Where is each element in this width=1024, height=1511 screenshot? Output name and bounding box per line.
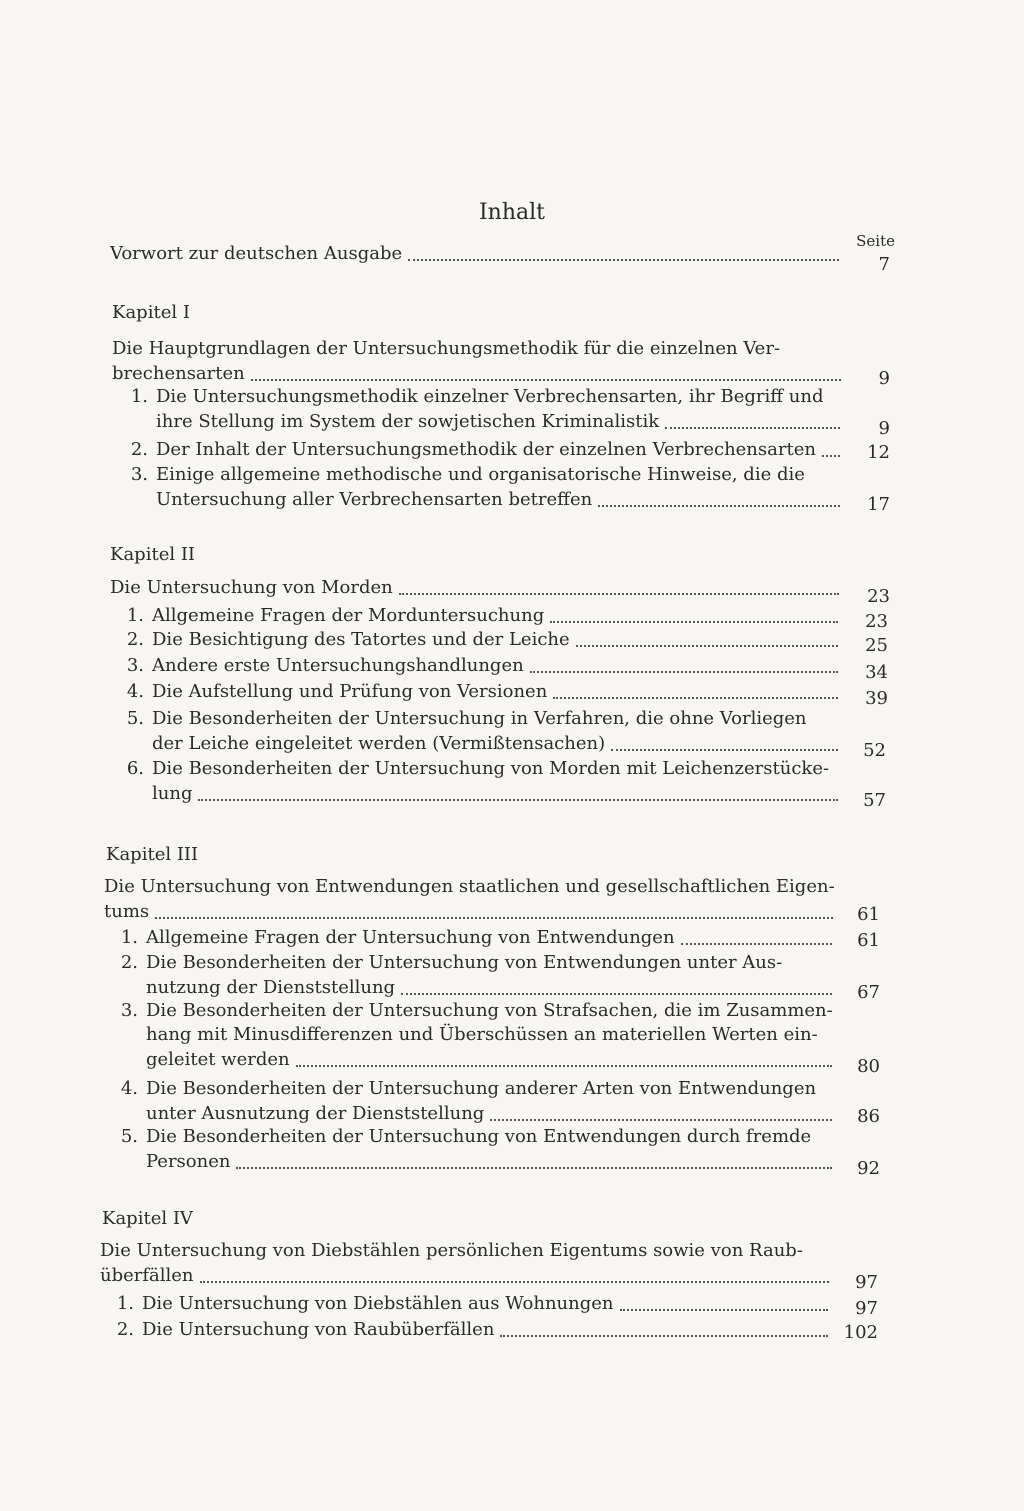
chapter-3-page: 61 <box>857 904 880 925</box>
item-page: 52 <box>863 740 886 761</box>
item-text-cont: der Leiche eingeleitet werden (Vermißtensachen) <box>152 733 606 754</box>
item-page: 86 <box>857 1106 880 1127</box>
item-text-cont: ihre Stellung im System der sowjetischen Kriminalistik <box>156 411 660 432</box>
toc-item-cont <box>146 1102 838 1126</box>
item-number: 4. <box>120 1078 138 1099</box>
item-text: Der Inhalt der Untersuchungsmethodik der einzelnen Verbrechensarten <box>156 439 816 460</box>
item-number: 5. <box>126 708 144 729</box>
toc-entry-foreword <box>110 242 845 266</box>
item-page: 9 <box>878 418 890 439</box>
item-text: Die Besonderheiten der Untersuchung von Strafsachen, die im Zusammen- <box>146 1000 833 1021</box>
chapter-4-heading-cont <box>100 1264 835 1288</box>
chapter-1-heading-line2: brechensarten <box>112 363 245 384</box>
item-text: Allgemeine Fragen der Morduntersuchung <box>152 605 545 626</box>
chapter-2-label: Kapitel II <box>110 544 196 565</box>
toc-item <box>122 758 829 779</box>
item-text-cont: Untersuchung aller Verbrechensarten betreffen <box>156 489 593 510</box>
chapter-4-label: Kapitel IV <box>102 1208 193 1229</box>
chapter-4-page: 97 <box>855 1272 878 1293</box>
item-text: Die Besonderheiten der Untersuchung von Entwendungen unter Aus- <box>146 952 783 973</box>
item-text: Die Aufstellung und Prüfung von Versionen <box>152 681 548 702</box>
chapter-2-heading-text: Die Untersuchung von Morden <box>110 577 393 598</box>
leader-dots <box>611 749 838 751</box>
item-number: 5. <box>120 1126 138 1147</box>
chapter-2-page: 23 <box>867 586 890 607</box>
toc-item <box>122 680 844 704</box>
leader-dots <box>408 259 839 261</box>
leader-dots <box>200 1281 829 1283</box>
chapter-2-heading <box>110 576 845 600</box>
item-text-cont: lung <box>152 783 193 804</box>
chapter-1-heading-cont <box>112 362 847 386</box>
item-page: 67 <box>857 982 880 1003</box>
toc-item <box>112 1292 834 1316</box>
chapter-3-heading-cont <box>104 900 839 924</box>
item-number: 2. <box>120 952 138 973</box>
toc-item <box>116 952 782 973</box>
toc-item <box>122 604 844 628</box>
chapter-1-page: 9 <box>878 368 890 389</box>
page-column-label: Seite <box>856 232 895 250</box>
leader-dots <box>620 1309 829 1311</box>
toc-item-cont <box>156 488 846 512</box>
item-number: 3. <box>120 1000 138 1021</box>
leader-dots <box>155 917 833 919</box>
item-number: 6. <box>126 758 144 779</box>
item-text: Die Untersuchungsmethodik einzelner Verbrechensarten, ihr Begriff und <box>156 386 824 407</box>
leader-dots <box>399 593 839 595</box>
item-number: 2. <box>130 439 148 460</box>
item-page: 57 <box>863 790 886 811</box>
toc-item-cont: hang mit Minusdifferenzen und Überschüssen an materiellen Werten ein- <box>146 1024 818 1045</box>
leader-dots <box>598 505 840 507</box>
toc-item-cont <box>152 732 844 756</box>
item-number: 1. <box>120 927 138 948</box>
page-title: Inhalt <box>478 200 546 225</box>
item-text-cont: Personen <box>146 1151 231 1172</box>
toc-item <box>116 1078 816 1099</box>
item-text: Andere erste Untersuchungshandlungen <box>152 655 524 676</box>
toc-item-cont <box>146 976 838 1000</box>
chapter-4-heading-line2: überfällen <box>100 1265 194 1286</box>
item-text: Die Besichtigung des Tatortes und der Leiche <box>152 629 570 650</box>
toc-item <box>126 464 805 485</box>
item-number: 1. <box>130 386 148 407</box>
item-text: Die Besonderheiten der Untersuchung anderer Arten von Entwendungen <box>146 1078 817 1099</box>
item-page: 12 <box>867 442 890 463</box>
item-number: 4. <box>126 681 144 702</box>
leader-dots <box>550 621 838 623</box>
item-number: 3. <box>130 464 148 485</box>
item-page: 97 <box>855 1298 878 1319</box>
leader-dots <box>665 427 840 429</box>
item-page: 80 <box>857 1056 880 1077</box>
toc-item <box>122 654 844 678</box>
leader-dots <box>681 943 832 945</box>
chapter-3-heading-line2: tums <box>104 901 150 922</box>
leader-dots <box>236 1167 832 1169</box>
item-text-cont: geleitet werden <box>146 1049 290 1070</box>
toc-item-cont <box>152 782 844 806</box>
item-number: 2. <box>126 629 144 650</box>
item-number: 3. <box>126 655 144 676</box>
chapter-3-label: Kapitel III <box>106 844 199 865</box>
item-number: 2. <box>116 1319 134 1340</box>
item-text: Einige allgemeine methodische und organisatorische Hinweise, die die <box>156 464 805 485</box>
toc-item <box>112 1318 834 1342</box>
item-text-cont: unter Ausnutzung der Dienststellung <box>146 1103 485 1124</box>
item-number: 1. <box>126 605 144 626</box>
item-text: Die Untersuchung von Raubüberfällen <box>142 1319 495 1340</box>
leader-dots <box>553 697 838 699</box>
foreword-text: Vorwort zur deutschen Ausgabe <box>110 243 403 264</box>
leader-dots <box>490 1119 832 1121</box>
toc-item <box>116 926 838 950</box>
toc-item-cont <box>146 1048 838 1072</box>
leader-dots <box>198 799 838 801</box>
item-page: 92 <box>857 1158 880 1179</box>
toc-item <box>126 386 823 407</box>
item-page: 23 <box>865 611 888 632</box>
toc-item <box>116 1126 811 1147</box>
toc-item <box>122 708 807 729</box>
toc-item <box>126 438 846 462</box>
item-text: Die Besonderheiten der Untersuchung in Verfahren, die ohne Vorliegen <box>152 708 807 729</box>
item-text-cont: nutzung der Dienststellung <box>146 977 396 998</box>
item-text: Die Untersuchung von Diebstählen aus Wohnungen <box>142 1293 614 1314</box>
item-page: 61 <box>857 930 880 951</box>
foreword-page: 7 <box>878 254 890 275</box>
chapter-4-heading: Die Untersuchung von Diebstählen persönlichen Eigentums sowie von Raub- <box>100 1240 803 1261</box>
toc-item <box>116 1000 833 1021</box>
item-number: 1. <box>116 1293 134 1314</box>
leader-dots <box>500 1335 828 1337</box>
item-page: 39 <box>865 688 888 709</box>
leader-dots <box>530 671 838 673</box>
item-page: 25 <box>865 635 888 656</box>
toc-item-cont <box>156 410 846 434</box>
leader-dots <box>401 993 832 995</box>
chapter-3-heading: Die Untersuchung von Entwendungen staatlichen und gesellschaftlichen Eigen- <box>104 876 835 897</box>
item-page: 102 <box>843 1322 878 1343</box>
item-text: Die Besonderheiten der Untersuchung von Morden mit Leichenzerstücke- <box>152 758 830 779</box>
toc-item-cont <box>146 1150 838 1174</box>
leader-dots <box>251 379 841 381</box>
chapter-1-label: Kapitel I <box>112 302 190 323</box>
item-page: 34 <box>865 662 888 683</box>
item-page: 17 <box>867 494 890 515</box>
leader-dots <box>296 1065 832 1067</box>
item-text: Die Besonderheiten der Untersuchung von Entwendungen durch fremde <box>146 1126 812 1147</box>
item-text: Allgemeine Fragen der Untersuchung von Entwendungen <box>146 927 675 948</box>
chapter-1-heading: Die Hauptgrundlagen der Untersuchungsmethodik für die einzelnen Ver- <box>112 338 781 359</box>
toc-item <box>122 628 844 652</box>
leader-dots <box>576 645 838 647</box>
